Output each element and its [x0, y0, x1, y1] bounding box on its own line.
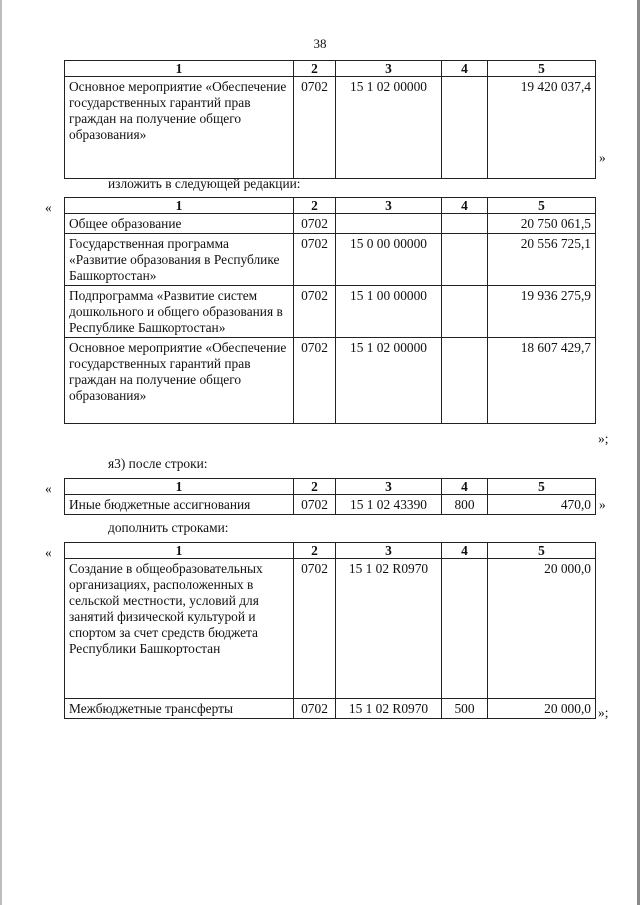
header-cell-1: 1 — [65, 198, 294, 214]
row-name: Основное мероприятие «Обеспечение государственных гарантий прав граждан на получение общего образования» — [65, 77, 294, 179]
table-b — [64, 197, 596, 424]
instruction-text: я3) после строки: — [108, 456, 208, 471]
header-cell-4: 4 — [442, 543, 488, 559]
row-amount: 20 750 061,5 — [488, 214, 596, 234]
instruction-text: дополнить строками: — [108, 520, 229, 535]
header-cell-2: 2 — [294, 198, 336, 214]
row-name: Подпрограмма «Развитие систем дошкольного и общего образования в Республике Башкортостан» — [65, 286, 294, 338]
row-expense-type — [442, 214, 488, 234]
header-cell-5: 5 — [488, 61, 596, 77]
row-expense-type — [442, 338, 488, 424]
open-quote-mark: « — [45, 481, 52, 496]
row-expense-type: 800 — [442, 495, 488, 515]
row-section-code: 0702 — [294, 286, 336, 338]
row-expense-type: 500 — [442, 699, 488, 719]
row-amount: 20 556 725,1 — [488, 234, 596, 286]
header-cell-4: 4 — [442, 198, 488, 214]
table-row — [65, 286, 596, 338]
header-cell-3: 3 — [336, 479, 442, 495]
row-target-code: 15 1 02 00000 — [336, 338, 442, 424]
table-row — [65, 495, 596, 515]
header-cell-1: 1 — [65, 61, 294, 77]
row-target-code: 15 1 02 43390 — [336, 495, 442, 515]
header-cell-1: 1 — [65, 479, 294, 495]
instruction-text: изложить в следующей редакции: — [108, 176, 301, 191]
row-name: Создание в общеобразовательных организациях, расположенных в сельской местности, условий для занятий физической культурой и спортом за счет средств бюджета Республики Башкортостан — [65, 559, 294, 699]
row-name: Иные бюджетные ассигнования — [65, 495, 294, 515]
row-expense-type — [442, 559, 488, 699]
open-quote-mark: « — [45, 545, 52, 560]
row-section-code: 0702 — [294, 234, 336, 286]
row-amount: 19 936 275,9 — [488, 286, 596, 338]
row-target-code: 15 1 02 R0970 — [336, 699, 442, 719]
table-header-row — [65, 479, 596, 495]
open-quote-mark: « — [45, 200, 52, 215]
header-cell-2: 2 — [294, 61, 336, 77]
row-section-code: 0702 — [294, 214, 336, 234]
row-target-code — [336, 214, 442, 234]
row-name: Государственная программа «Развитие образования в Республике Башкортостан» — [65, 234, 294, 286]
table-row — [65, 214, 596, 234]
row-expense-type — [442, 77, 488, 179]
table-row — [65, 234, 596, 286]
table-c — [64, 478, 596, 515]
header-cell-5: 5 — [488, 543, 596, 559]
close-quote-mark: » — [599, 150, 606, 165]
header-cell-3: 3 — [336, 543, 442, 559]
table-row — [65, 338, 596, 424]
table-header-row — [65, 543, 596, 559]
page-edge-left — [0, 0, 2, 905]
table-d — [64, 542, 596, 719]
close-quote-mark: »; — [598, 431, 609, 446]
row-amount: 19 420 037,4 — [488, 77, 596, 179]
header-cell-2: 2 — [294, 479, 336, 495]
row-expense-type — [442, 286, 488, 338]
header-cell-4: 4 — [442, 61, 488, 77]
header-cell-5: 5 — [488, 198, 596, 214]
row-name: Основное мероприятие «Обеспечение государственных гарантий прав граждан на получение общего образования» — [65, 338, 294, 424]
row-section-code: 0702 — [294, 699, 336, 719]
header-cell-3: 3 — [336, 198, 442, 214]
row-amount: 20 000,0 — [488, 699, 596, 719]
row-section-code: 0702 — [294, 559, 336, 699]
header-cell-2: 2 — [294, 543, 336, 559]
table-header-row — [65, 61, 596, 77]
table-a — [64, 60, 596, 179]
header-cell-4: 4 — [442, 479, 488, 495]
row-section-code: 0702 — [294, 495, 336, 515]
row-amount: 18 607 429,7 — [488, 338, 596, 424]
table-row — [65, 77, 596, 179]
row-section-code: 0702 — [294, 77, 336, 179]
header-cell-5: 5 — [488, 479, 596, 495]
page-number: 38 — [313, 36, 327, 51]
table-row — [65, 699, 596, 719]
row-expense-type — [442, 234, 488, 286]
row-amount: 470,0 — [488, 495, 596, 515]
header-cell-1: 1 — [65, 543, 294, 559]
row-name: Межбюджетные трансферты — [65, 699, 294, 719]
close-quote-mark: »; — [598, 705, 609, 720]
header-cell-3: 3 — [336, 61, 442, 77]
table-row — [65, 559, 596, 699]
table-header-row — [65, 198, 596, 214]
row-target-code: 15 0 00 00000 — [336, 234, 442, 286]
row-target-code: 15 1 00 00000 — [336, 286, 442, 338]
close-quote-mark: » — [599, 497, 606, 512]
row-target-code: 15 1 02 R0970 — [336, 559, 442, 699]
row-section-code: 0702 — [294, 338, 336, 424]
row-target-code: 15 1 02 00000 — [336, 77, 442, 179]
row-name: Общее образование — [65, 214, 294, 234]
row-amount: 20 000,0 — [488, 559, 596, 699]
